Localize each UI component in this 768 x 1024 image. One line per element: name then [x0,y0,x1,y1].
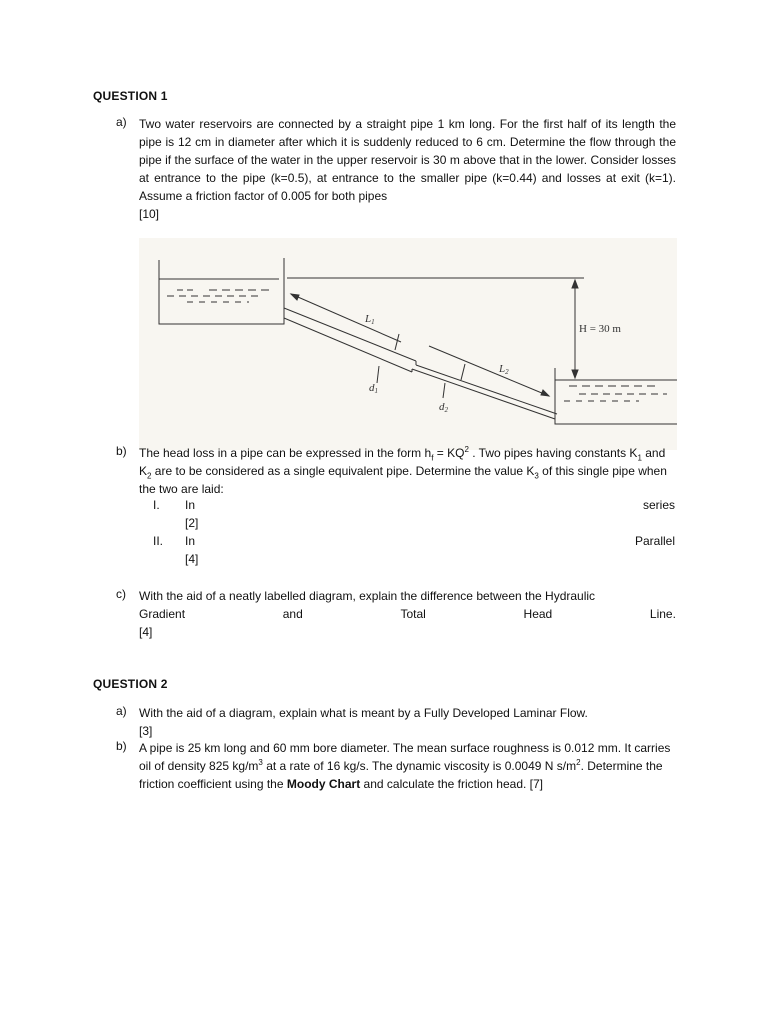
l2-label: L2 [499,363,509,376]
q1-part-a [116,115,676,223]
lower-reservoir [555,368,677,424]
question-1-title: QUESTION 1 [93,89,168,103]
q2-part-a: a) With the aid of a diagram, explain what is meant by a Fully Developed Laminar Flow. [3] [116,704,588,738]
d2-label: d2 [439,401,448,414]
q1-a-text: Two water reservoirs are connected by a straight pipe 1 km long. For the first half of its length the pipe is 12 cm in diameter after which it is suddenly reduced to 6 cm. Determine the flow through the pipe if the surface of the water in the upper reservoir is 30 m above that in the lower. Consider losses at entrance to the pipe (k=0.5), at entrance to the smaller pipe (k=0.44) and losses at exit (k=1). Assume a friction factor of 0.005 for both pipes [139,117,676,203]
q1-part-c: c) With the aid of a neatly labelled diagram, explain the difference between the Hydraulic Gradient and Total Head Line. [4] [116,587,676,639]
q2-part-b: b) A pipe is 25 km long and 60 mm bore diameter. The mean surface roughness is 0.012 mm. It carries oil of density 825 $kg/m^3$ at a rate of 16 kg/s. The dynamic viscosity is 0.0049 N $s/m^2$. Determine the friction coefficient using the Moody Chart and calculate the friction head. [7] [116,739,671,791]
question-2-title: QUESTION 2 [93,677,168,691]
upper-reservoir [159,258,284,324]
q1-a-label: a) [116,115,127,129]
q1-a-marks: [10] [139,207,160,221]
reservoir-pipe-diagram [139,238,677,450]
q1-b-label: b) [116,444,127,458]
l1-label: L1 [365,313,375,326]
head-label: H = 30 m [579,323,621,335]
d1-label: d1 [369,382,378,395]
q1-c-label: c) [116,587,126,601]
reservoir-pipe-svg [139,238,677,450]
q1-part-b: b) The head loss in a pipe can be expressed in the form $h_f = KQ^2$ . Two pipes having constants $K_1$ and $K_2$ are to be considered as a single equivalent pipe. Determine the value $K_3$ of this single pipe when the two are laid: [116,444,667,496]
